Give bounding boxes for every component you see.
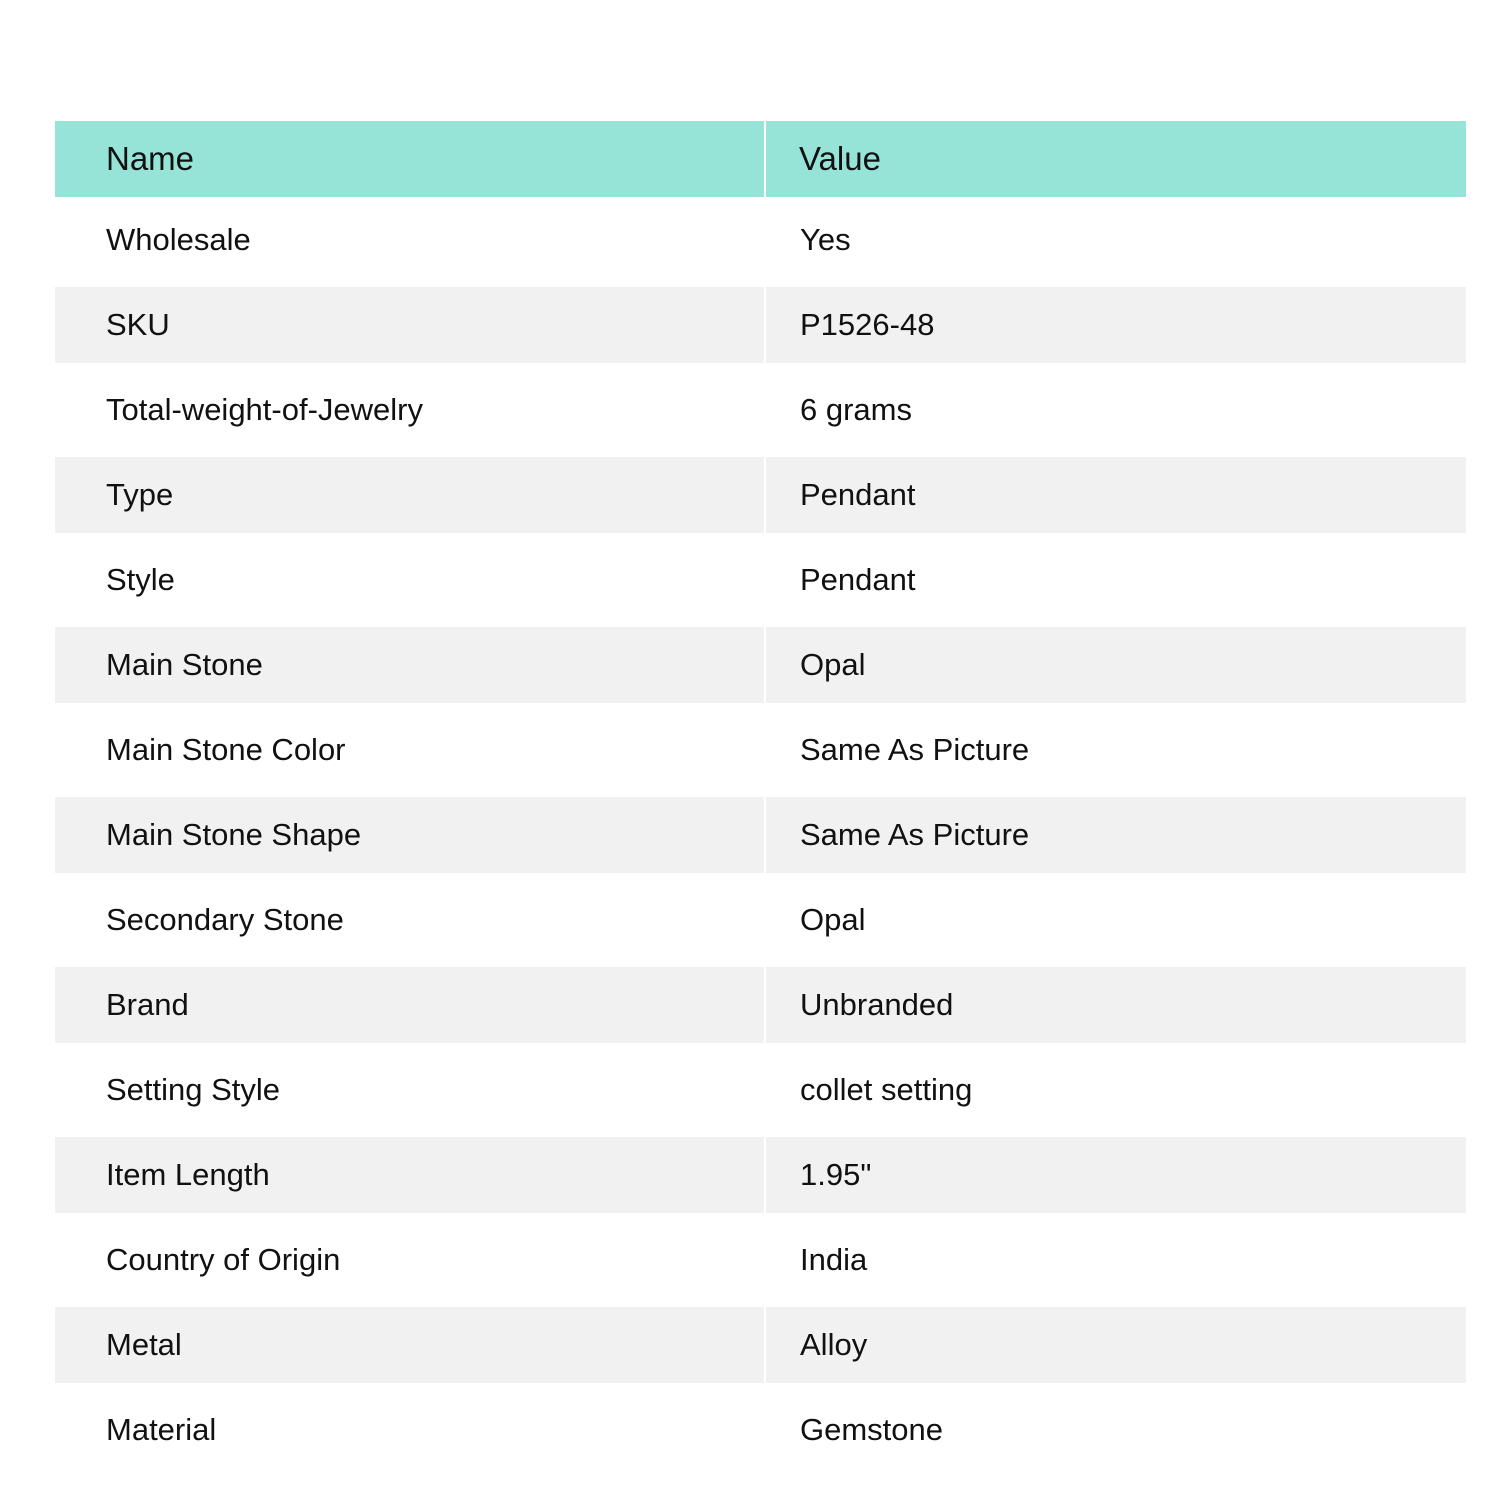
- table-row: [55, 1217, 1466, 1302]
- table-row: [55, 792, 1466, 877]
- row-value-cell: Same As Picture: [800, 731, 1030, 767]
- table-row: [55, 537, 1466, 622]
- table-row: [55, 197, 1466, 282]
- row-value-cell: Unbranded: [766, 967, 1466, 1043]
- table-row: [55, 1047, 1466, 1132]
- table-row: [55, 1387, 1466, 1472]
- row-name-cell: Metal: [55, 1307, 766, 1383]
- row-value-cell: Alloy: [766, 1307, 1466, 1383]
- specifications-table: [55, 121, 1466, 1472]
- row-name-cell: Wholesale: [106, 221, 251, 257]
- row-value-cell: Pendant: [800, 561, 916, 597]
- table-row: [55, 1302, 1466, 1387]
- row-name-cell: Main Stone Color: [106, 731, 346, 767]
- table-row: [55, 707, 1466, 792]
- row-value-cell: Same As Picture: [766, 797, 1466, 873]
- row-name-cell: SKU: [55, 287, 766, 363]
- table-row: [55, 452, 1466, 537]
- row-value-cell: Gemstone: [800, 1411, 944, 1447]
- table-row: [55, 962, 1466, 1047]
- row-value-cell: Opal: [800, 901, 866, 937]
- table-row: [55, 282, 1466, 367]
- row-name-cell: Setting Style: [106, 1071, 281, 1107]
- row-name-cell: Item Length: [55, 1137, 766, 1213]
- row-value-cell: P1526-48: [766, 287, 1466, 363]
- row-name-cell: Secondary Stone: [106, 901, 344, 937]
- row-value-cell: Opal: [766, 627, 1466, 703]
- row-value-cell: Yes: [800, 221, 851, 257]
- row-value-cell: 6 grams: [800, 391, 912, 427]
- row-value-cell: Pendant: [766, 457, 1466, 533]
- row-name-cell: Type: [55, 457, 766, 533]
- row-name-cell: Total-weight-of-Jewelry: [106, 391, 423, 427]
- row-name-cell: Brand: [55, 967, 766, 1043]
- row-value-cell: 1.95": [766, 1137, 1466, 1213]
- column-header-value: Value: [766, 121, 1466, 197]
- row-value-cell: India: [800, 1241, 868, 1277]
- column-header-name: Name: [55, 121, 766, 197]
- table-row: [55, 877, 1466, 962]
- row-name-cell: Main Stone: [55, 627, 766, 703]
- row-name-cell: Material: [106, 1411, 217, 1447]
- row-name-cell: Country of Origin: [106, 1241, 341, 1277]
- table-row: [55, 367, 1466, 452]
- table-row: [55, 1132, 1466, 1217]
- row-name-cell: Main Stone Shape: [55, 797, 766, 873]
- table-row: [55, 622, 1466, 707]
- row-name-cell: Style: [106, 561, 175, 597]
- row-value-cell: collet setting: [800, 1071, 973, 1107]
- table-header-row: [55, 121, 1466, 197]
